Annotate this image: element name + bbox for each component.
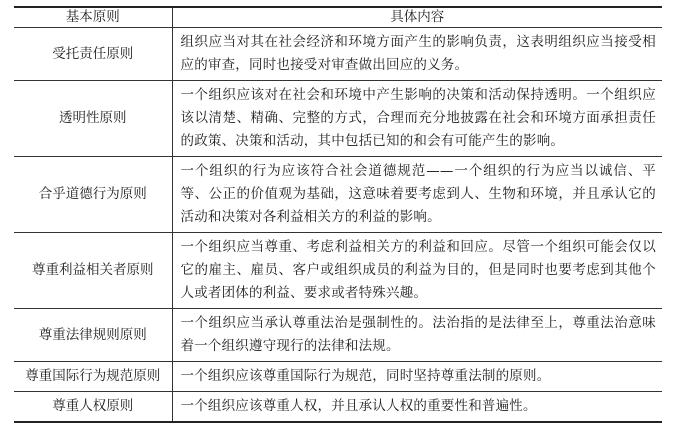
principle-cell: 尊重人权原则 (14, 392, 172, 423)
content-cell: 一个组织应该尊重国际行为规范，同时坚持尊重法制的原则。 (172, 362, 662, 392)
header-row (14, 7, 662, 28)
principle-cell: 合乎道德行为原则 (14, 157, 172, 233)
principle-cell: 受托责任原则 (14, 28, 172, 81)
table-header (14, 7, 662, 28)
principles-table-container (14, 6, 662, 423)
table-row (14, 157, 662, 233)
content-cell: 一个组织应该对在社会和环境中产生影响的决策和活动保持透明。一个组织应该以清楚、精确、完整的方式，合理而充分地披露在社会和环境方面承担责任的政策、决策和活动，其中包括已知的和会有可能产生的影响。 (172, 81, 662, 157)
table-row (14, 81, 662, 157)
content-cell: 一个组织的行为应该符合社会道德规范——一个组织的行为应当以诚信、平等、公正的价值观为基础，这意味着要考虑到人、生物和环境，并且承认它的活动和决策对各利益相关方的利益的影响。 (172, 157, 662, 233)
content-cell: 一个组织应当承认尊重法治是强制性的。法治指的是法律至上，尊重法治意味着一个组织遵守现行的法律和法规。 (172, 309, 662, 362)
header-specific-content: 具体内容 (172, 7, 662, 28)
table-row (14, 309, 662, 362)
table-row (14, 392, 662, 423)
principles-table (14, 6, 662, 423)
table-row (14, 233, 662, 309)
principle-cell: 尊重利益相关者原则 (14, 233, 172, 309)
table-row (14, 28, 662, 81)
principle-cell: 尊重法律规则原则 (14, 309, 172, 362)
principle-cell: 尊重国际行为规范原则 (14, 362, 172, 392)
table-row (14, 362, 662, 392)
content-cell: 组织应当对其在社会经济和环境方面产生的影响负责，这表明组织应当接受相应的审查，同时也接受对审查做出回应的义务。 (172, 28, 662, 81)
principle-cell: 透明性原则 (14, 81, 172, 157)
content-cell: 一个组织应该尊重人权，并且承认人权的重要性和普遍性。 (172, 392, 662, 423)
content-cell: 一个组织应当尊重、考虑利益相关方的利益和回应。尽管一个组织可能会仅以它的雇主、雇员、客户或组织成员的利益为目的，但是同时也要考虑到其他个人或者团体的利益、要求或者特殊兴趣。 (172, 233, 662, 309)
header-basic-principle: 基本原则 (14, 7, 172, 28)
table-body (14, 28, 662, 423)
